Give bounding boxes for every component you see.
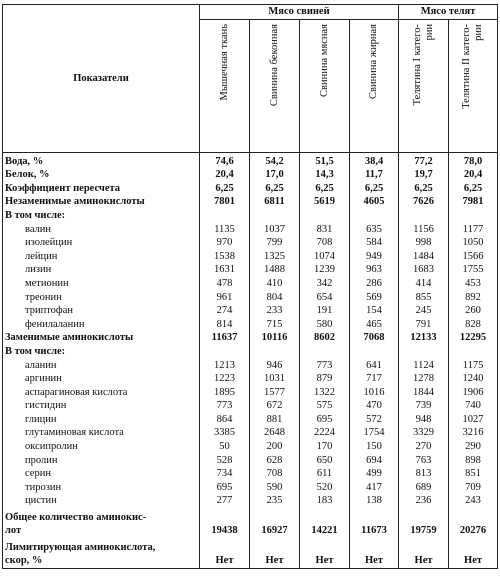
row-value: 650 — [300, 454, 350, 468]
row-value: 828 — [449, 318, 498, 332]
row-label: Коэффициент пересчета — [3, 182, 200, 196]
row-value: 520 — [300, 481, 350, 495]
row-value: 50 — [200, 440, 250, 454]
row-value — [399, 345, 449, 359]
row-value: 1016 — [350, 386, 399, 400]
row-value: 499 — [350, 467, 399, 481]
row-value: 1027 — [449, 413, 498, 427]
row-value: 734 — [200, 467, 250, 481]
row-value: 12133 — [399, 331, 449, 345]
row-value: 7981 — [449, 195, 498, 209]
table-row — [3, 331, 498, 345]
row-value: 590 — [250, 481, 300, 495]
row-value: 689 — [399, 481, 449, 495]
row-value: 274 — [200, 304, 250, 318]
row-value: 892 — [449, 291, 498, 305]
row-label: оксипролин — [3, 440, 200, 454]
row-value: 569 — [350, 291, 399, 305]
row-value: 410 — [250, 277, 300, 291]
row-value: 38,4 — [350, 152, 399, 168]
row-value: 1239 — [300, 263, 350, 277]
row-value: Нет — [350, 538, 399, 569]
row-value: 635 — [350, 223, 399, 237]
row-value: 672 — [250, 399, 300, 413]
row-value: 641 — [350, 359, 399, 373]
row-value: 7626 — [399, 195, 449, 209]
row-value: 804 — [250, 291, 300, 305]
table-row — [3, 426, 498, 440]
table-header — [3, 5, 498, 153]
row-value: 1755 — [449, 263, 498, 277]
table-row — [3, 263, 498, 277]
table-row — [3, 454, 498, 468]
row-value: 277 — [200, 494, 250, 508]
row-value: 1177 — [449, 223, 498, 237]
row-value: 1037 — [250, 223, 300, 237]
row-value: 191 — [300, 304, 350, 318]
row-value: 16927 — [250, 508, 300, 538]
table-row — [3, 223, 498, 237]
row-value: 611 — [300, 467, 350, 481]
row-value: 864 — [200, 413, 250, 427]
row-value: 1631 — [200, 263, 250, 277]
row-value: 695 — [200, 481, 250, 495]
row-value: 7068 — [350, 331, 399, 345]
row-value: 2224 — [300, 426, 350, 440]
row-value: 7801 — [200, 195, 250, 209]
row-value — [300, 209, 350, 223]
table-row — [3, 168, 498, 182]
veal-group-header: Мясо телят — [399, 5, 498, 20]
row-value: 717 — [350, 372, 399, 386]
row-value: Нет — [449, 538, 498, 569]
row-value — [449, 345, 498, 359]
column-header-bacon: Свинина беконная — [250, 19, 300, 152]
table-row — [3, 538, 498, 569]
indicator-column-header: Показатели — [3, 5, 200, 153]
row-value: 465 — [350, 318, 399, 332]
row-value: 814 — [200, 318, 250, 332]
row-value: 739 — [399, 399, 449, 413]
row-value: 77,2 — [399, 152, 449, 168]
row-value: Нет — [399, 538, 449, 569]
row-value: 154 — [350, 304, 399, 318]
row-value: 260 — [449, 304, 498, 318]
row-value: 6,25 — [399, 182, 449, 196]
row-value: 3216 — [449, 426, 498, 440]
row-value: 6,25 — [449, 182, 498, 196]
row-value: 150 — [350, 440, 399, 454]
row-value: 20,4 — [200, 168, 250, 182]
column-header-meat-pork: Свинина мясная — [300, 19, 350, 152]
row-value: 572 — [350, 413, 399, 427]
row-label: глутаминовая кислота — [3, 426, 200, 440]
row-value: 453 — [449, 277, 498, 291]
row-value: 11673 — [350, 508, 399, 538]
row-value: 879 — [300, 372, 350, 386]
row-value: 998 — [399, 236, 449, 250]
row-label: В том числе: — [3, 345, 200, 359]
row-label: изолейцин — [3, 236, 200, 250]
row-value: 245 — [399, 304, 449, 318]
row-value: 6,25 — [200, 182, 250, 196]
row-value: Нет — [300, 538, 350, 569]
row-value: 961 — [200, 291, 250, 305]
row-value: 791 — [399, 318, 449, 332]
row-value: 20,4 — [449, 168, 498, 182]
row-value: 715 — [250, 318, 300, 332]
column-header-veal-1: Телятина I катего- рии — [399, 19, 449, 152]
row-value: 584 — [350, 236, 399, 250]
row-value: 1325 — [250, 250, 300, 264]
row-value: 3329 — [399, 426, 449, 440]
row-label: метионин — [3, 277, 200, 291]
row-label: серин — [3, 467, 200, 481]
row-value — [300, 345, 350, 359]
row-value: 1577 — [250, 386, 300, 400]
row-label: аланин — [3, 359, 200, 373]
row-value — [250, 209, 300, 223]
row-label: пролин — [3, 454, 200, 468]
row-label: аспарагиновая кислота — [3, 386, 200, 400]
table-row — [3, 359, 498, 373]
row-value: 949 — [350, 250, 399, 264]
row-value: 6,25 — [250, 182, 300, 196]
row-value: 10116 — [250, 331, 300, 345]
row-value: 14221 — [300, 508, 350, 538]
row-value: 1124 — [399, 359, 449, 373]
row-value — [200, 209, 250, 223]
row-value: 6,25 — [350, 182, 399, 196]
row-value — [250, 345, 300, 359]
row-value: 1906 — [449, 386, 498, 400]
row-value: 628 — [250, 454, 300, 468]
row-value: 11637 — [200, 331, 250, 345]
row-value: 1538 — [200, 250, 250, 264]
row-value: 1566 — [449, 250, 498, 264]
row-value: 1240 — [449, 372, 498, 386]
row-value: 948 — [399, 413, 449, 427]
amino-acid-table — [2, 4, 498, 569]
row-value: 708 — [250, 467, 300, 481]
row-value: 1322 — [300, 386, 350, 400]
row-value: 1754 — [350, 426, 399, 440]
table-row — [3, 508, 498, 538]
row-value: 773 — [200, 399, 250, 413]
row-label: Лимитирующая аминокислота, скор, % — [3, 538, 200, 569]
row-value: 695 — [300, 413, 350, 427]
row-value: 6,25 — [300, 182, 350, 196]
row-value: 54,2 — [250, 152, 300, 168]
row-label: Незаменимые аминокислоты — [3, 195, 200, 209]
row-value: 51,5 — [300, 152, 350, 168]
row-label: валин — [3, 223, 200, 237]
row-value: 5619 — [300, 195, 350, 209]
row-value — [350, 345, 399, 359]
row-value — [200, 345, 250, 359]
row-value: 740 — [449, 399, 498, 413]
table-row — [3, 372, 498, 386]
row-value: 1683 — [399, 263, 449, 277]
row-value: 270 — [399, 440, 449, 454]
row-value: 2648 — [250, 426, 300, 440]
row-label: цистин — [3, 494, 200, 508]
row-value: 654 — [300, 291, 350, 305]
row-value: 580 — [300, 318, 350, 332]
row-value: 1050 — [449, 236, 498, 250]
row-value: 799 — [250, 236, 300, 250]
row-value: 19,7 — [399, 168, 449, 182]
row-value: 8602 — [300, 331, 350, 345]
row-value: 1223 — [200, 372, 250, 386]
table-row — [3, 318, 498, 332]
row-value: 813 — [399, 467, 449, 481]
row-value: 970 — [200, 236, 250, 250]
row-value: 855 — [399, 291, 449, 305]
row-label: Вода, % — [3, 152, 200, 168]
row-value: 1488 — [250, 263, 300, 277]
row-value: 478 — [200, 277, 250, 291]
row-value: 417 — [350, 481, 399, 495]
row-value: Нет — [250, 538, 300, 569]
row-value: 831 — [300, 223, 350, 237]
row-value: 4605 — [350, 195, 399, 209]
row-label: Заменимые аминокислоты — [3, 331, 200, 345]
table-row — [3, 209, 498, 223]
row-label: треонин — [3, 291, 200, 305]
row-label: глицин — [3, 413, 200, 427]
column-header-muscle: Мышечная ткань — [200, 19, 250, 152]
row-value: 1844 — [399, 386, 449, 400]
table-row — [3, 291, 498, 305]
row-value: Нет — [200, 538, 250, 569]
table-row — [3, 182, 498, 196]
row-value: 1074 — [300, 250, 350, 264]
row-label: лизин — [3, 263, 200, 277]
table-row — [3, 195, 498, 209]
row-value: 236 — [399, 494, 449, 508]
row-label: аргинин — [3, 372, 200, 386]
row-value — [399, 209, 449, 223]
row-value: 200 — [250, 440, 300, 454]
row-value: 183 — [300, 494, 350, 508]
table-row — [3, 152, 498, 168]
row-value: 963 — [350, 263, 399, 277]
row-value — [449, 209, 498, 223]
row-value: 19438 — [200, 508, 250, 538]
row-label: триптофан — [3, 304, 200, 318]
table-row — [3, 467, 498, 481]
row-value: 575 — [300, 399, 350, 413]
row-value: 1213 — [200, 359, 250, 373]
column-header-veal-2: Телятина II катего- рии — [449, 19, 498, 152]
row-label: гистидин — [3, 399, 200, 413]
row-value: 1484 — [399, 250, 449, 264]
row-value: 342 — [300, 277, 350, 291]
row-value: 1031 — [250, 372, 300, 386]
row-label: фенилаланин — [3, 318, 200, 332]
row-value: 233 — [250, 304, 300, 318]
row-value: 1895 — [200, 386, 250, 400]
row-value: 74,6 — [200, 152, 250, 168]
table-row — [3, 386, 498, 400]
row-value: 286 — [350, 277, 399, 291]
table-row — [3, 440, 498, 454]
row-value: 235 — [250, 494, 300, 508]
column-header-fat-pork: Свинина жирная — [350, 19, 399, 152]
row-value: 414 — [399, 277, 449, 291]
row-label: лейцин — [3, 250, 200, 264]
row-label: тирозин — [3, 481, 200, 495]
row-value: 12295 — [449, 331, 498, 345]
row-value: 470 — [350, 399, 399, 413]
table-row — [3, 277, 498, 291]
row-label: В том числе: — [3, 209, 200, 223]
table-row — [3, 481, 498, 495]
pork-group-header: Мясо свиней — [200, 5, 399, 20]
table-body — [3, 152, 498, 568]
row-value: 709 — [449, 481, 498, 495]
row-label: Общее количество аминокис- лот — [3, 508, 200, 538]
row-value: 881 — [250, 413, 300, 427]
row-value: 773 — [300, 359, 350, 373]
table-row — [3, 494, 498, 508]
table-row — [3, 399, 498, 413]
row-value: 3385 — [200, 426, 250, 440]
row-value — [350, 209, 399, 223]
row-value: 898 — [449, 454, 498, 468]
row-value: 78,0 — [449, 152, 498, 168]
row-value: 851 — [449, 467, 498, 481]
row-value: 170 — [300, 440, 350, 454]
row-value: 1278 — [399, 372, 449, 386]
row-value: 11,7 — [350, 168, 399, 182]
row-value: 694 — [350, 454, 399, 468]
table-row — [3, 236, 498, 250]
row-value: 17,0 — [250, 168, 300, 182]
row-label: Белок, % — [3, 168, 200, 182]
row-value: 1135 — [200, 223, 250, 237]
row-value: 1175 — [449, 359, 498, 373]
row-value: 946 — [250, 359, 300, 373]
row-value: 763 — [399, 454, 449, 468]
row-value: 528 — [200, 454, 250, 468]
table-row — [3, 413, 498, 427]
table-row — [3, 250, 498, 264]
table-row — [3, 304, 498, 318]
row-value: 138 — [350, 494, 399, 508]
row-value: 243 — [449, 494, 498, 508]
row-value: 20276 — [449, 508, 498, 538]
row-value: 1156 — [399, 223, 449, 237]
row-value: 290 — [449, 440, 498, 454]
row-value: 708 — [300, 236, 350, 250]
table-row — [3, 345, 498, 359]
row-value: 19759 — [399, 508, 449, 538]
row-value: 14,3 — [300, 168, 350, 182]
row-value: 6811 — [250, 195, 300, 209]
